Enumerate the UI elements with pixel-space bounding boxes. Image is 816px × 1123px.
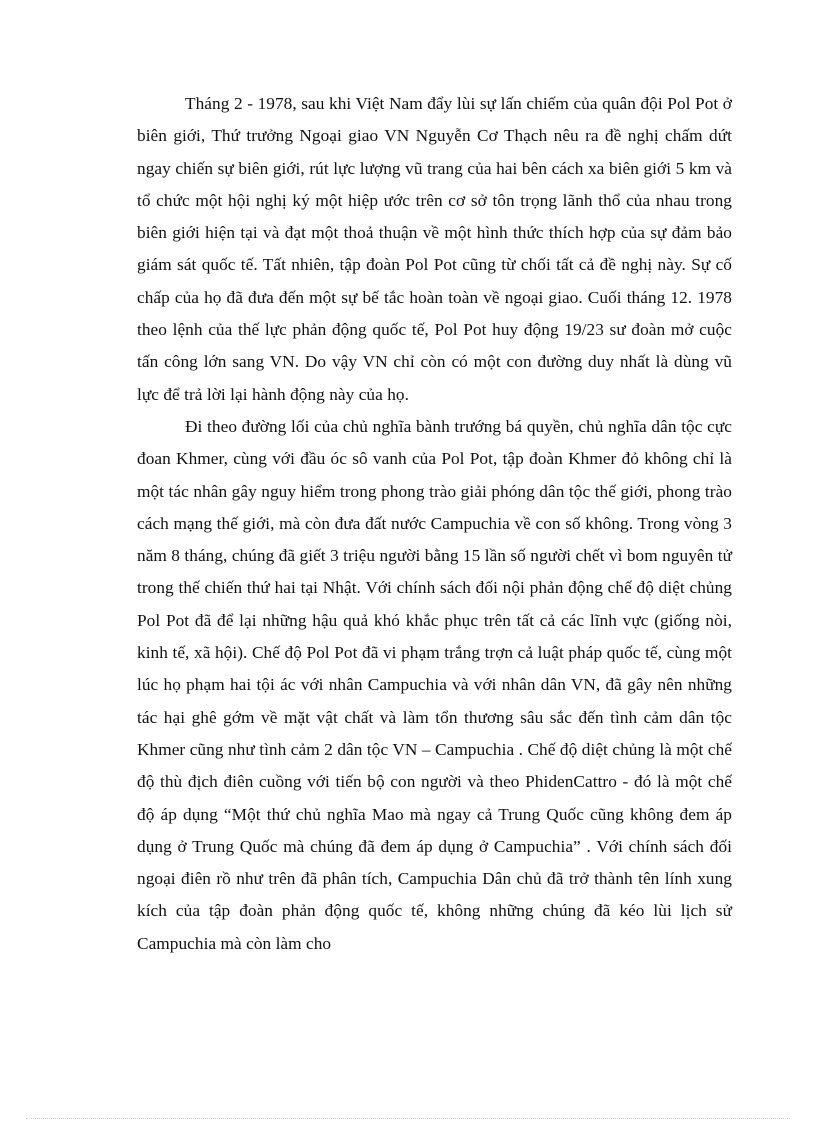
document-page (137, 88, 732, 960)
page-bottom-divider (26, 1118, 790, 1119)
paragraph-2: Đi theo đường lối của chủ nghĩa bành trướng bá quyền, chủ nghĩa dân tộc cực đoan Khmer, cùng với đầu óc sô vanh của Pol Pot, tập đoàn Khmer đỏ không chỉ là một tác nhân gây nguy hiểm trong phong trào giải phóng dân tộc thế giới, phong trào cách mạng thế giới, mà còn đưa đất nước Campuchia về con số không. Trong vòng 3 năm 8 tháng, chúng đã giết 3 triệu người bằng 15 lần số người chết vì bom nguyên tử trong thế chiến thứ hai tại Nhật. Với chính sách đối nội phản động chế độ diệt chủng Pol Pot đã để lại những hậu quả khó khắc phục trên tất cả các lĩnh vực (giống nòi, kinh tế, xã hội). Chế độ Pol Pot đã vi phạm trắng trợn cả luật pháp quốc tế, cùng một lúc họ phạm hai tội ác với nhân Campuchia và với nhân dân VN, đã gây nên những tác hại ghê gớm về mặt vật chất và làm tổn thương sâu sắc đến tình cảm dân tộc Khmer cũng như tình cảm 2 dân tộc VN – Campuchia . Chế độ diệt chủng là một chế độ thù địch điên cuồng với tiến bộ con người và theo PhidenCattro - đó là một chế độ áp dụng “Một thứ chủ nghĩa Mao mà ngay cả Trung Quốc cũng không đem áp dụng ở Trung Quốc mà chúng đã đem áp dụng ở Campuchia” . Với chính sách đối ngoại điên rồ như trên đã phân tích, Campuchia Dân chủ đã trở thành tên lính xung kích của tập đoàn phản động quốc tế, không những chúng đã kéo lùi lịch sử Campuchia mà còn làm cho (137, 416, 732, 953)
paragraph-1: Tháng 2 - 1978, sau khi Việt Nam đẩy lùi sự lấn chiếm của quân đội Pol Pot ở biên giới, Thứ trưởng Ngoại giao VN Nguyễn Cơ Thạch nêu ra đề nghị chấm dứt ngay chiến sự biên giới, rút lực lượng vũ trang của hai bên cách xa biên giới 5 km và tổ chức một hội nghị ký một hiệp ước trên cơ sở tôn trọng lãnh thổ của nhau trong biên giới hiện tại và đạt một thoả thuận về một hình thức thích hợp của sự đảm bảo giám sát quốc tế. Tất nhiên, tập đoàn Pol Pot cũng từ chối tất cả đề nghị này. Sự cố chấp của họ đã đưa đến một sự bế tắc hoàn toàn về ngoại giao. Cuối tháng 12. 1978 theo lệnh của thế lực phản động quốc tế, Pol Pot huy động 19/23 sư đoàn mở cuộc tấn công lớn sang VN. Do vậy VN chỉ còn có một con đường duy nhất là dùng vũ lực để trả lời lại hành động này của họ. (137, 94, 732, 404)
